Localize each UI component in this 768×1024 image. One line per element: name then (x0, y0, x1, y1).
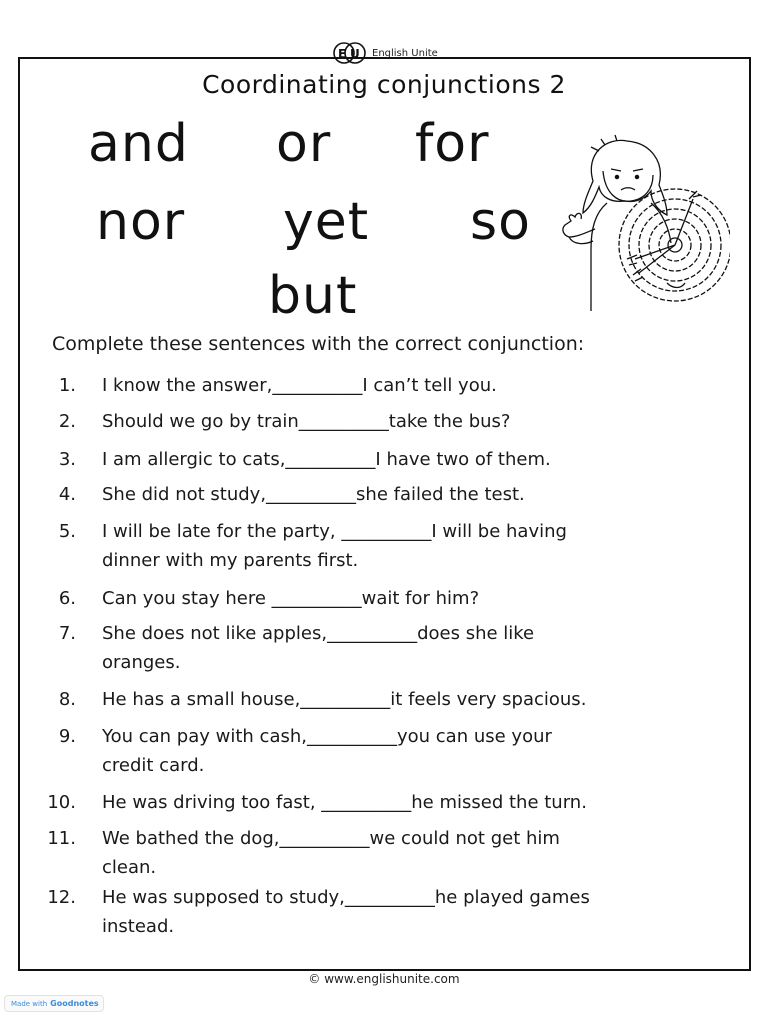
item-number: 4. (58, 484, 76, 505)
conjunction-word: or (276, 114, 332, 174)
exercise-item (30, 445, 730, 474)
exercise-item (30, 584, 730, 613)
item-text-line: instead. (102, 916, 175, 937)
svg-text:U: U (350, 47, 360, 61)
copyright-footer: © www.englishunite.com (308, 972, 460, 986)
conjunction-word: but (268, 266, 358, 326)
item-number: 1. (58, 375, 76, 396)
exercise-item (30, 685, 730, 714)
item-number: 10. (47, 792, 76, 813)
conjunction-word: for (415, 114, 490, 174)
item-text-line: He was supposed to study,__________he played games (102, 887, 590, 908)
exercise-item (30, 788, 730, 817)
conjunction-word: yet (283, 192, 370, 252)
instruction-text: Complete these sentences with the correct conjunction: (52, 333, 585, 355)
item-number: 7. (58, 623, 76, 644)
item-number: 11. (47, 828, 76, 849)
conjunction-word: so (470, 192, 531, 252)
item-text-line: oranges. (102, 652, 181, 673)
item-number: 8. (58, 689, 76, 710)
item-number: 12. (47, 887, 76, 908)
badge-prefix: Made with (11, 999, 48, 1008)
item-text-line: You can pay with cash,__________you can use your (102, 726, 552, 747)
item-number: 5. (58, 521, 76, 542)
item-text-line: I know the answer,__________I can’t tell you. (102, 375, 497, 396)
exercise-item (30, 883, 730, 941)
item-number: 2. (58, 411, 76, 432)
logo-text: English Unite (372, 47, 438, 59)
exercise-item (30, 722, 730, 780)
item-text-line: credit card. (102, 755, 205, 776)
item-number: 9. (58, 726, 76, 747)
exercise-item (30, 480, 730, 509)
item-text-line: I will be late for the party, __________I will be having (102, 521, 567, 542)
item-text-line: I am allergic to cats,__________I have two of them. (102, 449, 551, 470)
item-text-line: He has a small house,__________it feels very spacious. (102, 689, 587, 710)
item-number: 6. (58, 588, 76, 609)
conjunction-word: nor (96, 192, 186, 252)
conjunction-word: and (88, 114, 189, 174)
badge-name: Goodnotes (50, 999, 99, 1008)
exercise-item (30, 824, 730, 882)
girl-with-target-illustration (555, 133, 730, 313)
exercise-item (30, 371, 730, 400)
exercise-item (30, 517, 730, 575)
item-text-line: She does not like apples,__________does she like (102, 623, 535, 644)
item-text-line: We bathed the dog,__________we could not get him (102, 828, 560, 849)
item-text-line: clean. (102, 857, 157, 878)
item-number: 3. (58, 449, 76, 470)
exercise-item (30, 407, 730, 436)
item-text-line: She did not study,__________she failed the test. (102, 484, 525, 505)
worksheet-title: Coordinating conjunctions 2 (202, 70, 566, 99)
made-with-goodnotes-badge (4, 995, 104, 1012)
svg-text:E: E (338, 47, 347, 61)
item-text-line: Should we go by train__________take the bus? (102, 411, 511, 432)
item-text-line: He was driving too fast, __________he missed the turn. (102, 792, 587, 813)
exercise-item (30, 619, 730, 677)
item-text-line: Can you stay here __________wait for him? (102, 588, 480, 609)
item-text-line: dinner with my parents first. (102, 550, 359, 571)
